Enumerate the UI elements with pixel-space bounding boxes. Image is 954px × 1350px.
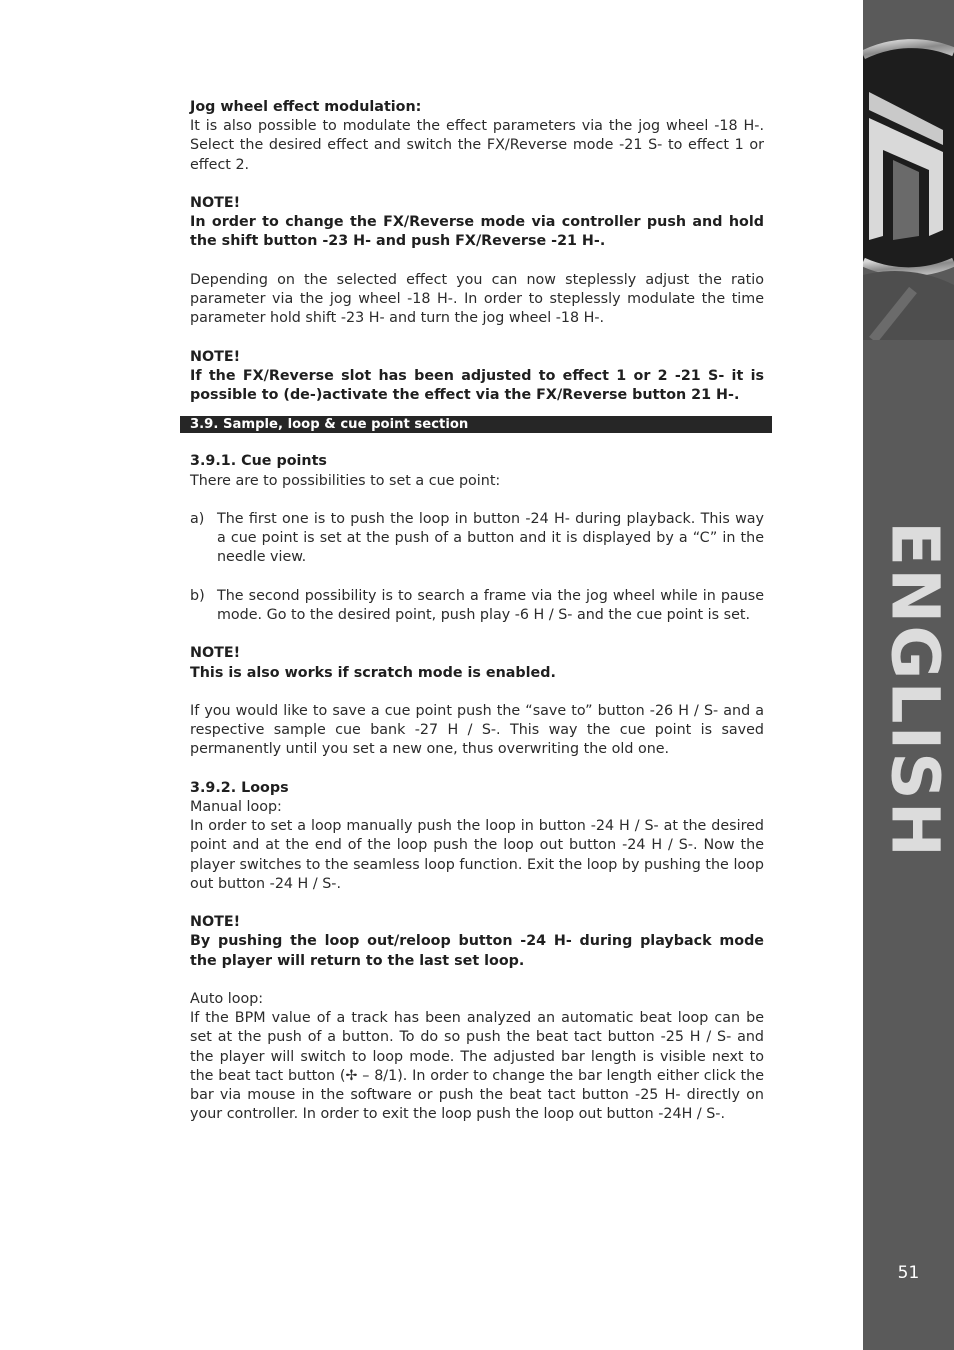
auto-loop-paragraph: If the BPM value of a track has been analyzed an automatic beat loop can be set at the push of a button. To do so push the beat tact button -25 H / S- and the player will switch to loop mode. The adjusted bar length is visible next to the beat tact button (✢ – 8/1). In order to change the bar length either click the bar via mouse in the software or push the beat tact button -25 H- directly on your controller. In order to exit the loop push the loop out button -24H / S-. [190,1010,764,1123]
note-label: NOTE! [190,914,241,931]
list-marker: b) [190,587,205,604]
manual-loop-label: Manual loop: [190,798,282,815]
note-text: By pushing the loop out/reloop button -24 H- during playback mode the player will return to the last set loop. [190,933,764,969]
list-marker: a) [190,510,205,527]
jog-wheel-heading: Jog wheel effect modulation: [190,99,422,115]
note-label: NOTE! [190,195,241,211]
brand-logo-icon [863,0,954,340]
auto-loop-label: Auto loop: [190,990,264,1007]
save-cue-paragraph: If you would like to save a cue point push the “save to” button -26 H / S- and a respective sample cue bank -27 H / S-. This way the cue point is saved permanently until you set a new one, thus overwriting the old one. [190,702,764,758]
note-text: In order to change the FX/Reverse mode via controller push and hold the shift button -23 H- and push FX/Reverse -21 H-. [190,214,764,250]
list-text: The first one is to push the loop in button -24 H- during playback. This way a cue point is set at the push of a button and it is displayed by a “C” in the needle view. [217,510,764,566]
cue-points-intro: There are to possibilities to set a cue point: [190,472,501,489]
language-label: ENGLISH [876,521,954,859]
jog-wheel-paragraph: It is also possible to modulate the effect parameters via the jog wheel -18 H-. Select the desired effect and switch the FX/Reverse mode -21 S- to effect 1 or effect 2. [190,118,764,173]
note-label: NOTE! [190,645,241,662]
note-text: If the FX/Reverse slot has been adjusted to effect 1 or 2 -21 S- it is possible to (de-)activate the effect via the FX/Reverse button 21 H-. [190,367,764,403]
note-text: This is also works if scratch mode is enabled. [190,664,556,681]
language-sidebar [863,0,954,1350]
manual-loop-paragraph: In order to set a loop manually push the loop in button -24 H / S- at the desired point and at the end of the loop push the loop out button -24 H / S-. Now the player switches to the seamless loop function. Exit the loop by pushing the loop out button -24 H / S-. [190,818,764,892]
page-number: 51 [897,1263,920,1283]
main-text-column [190,98,764,1124]
loops-heading: 3.9.2. Loops [190,779,289,796]
note-label: NOTE! [190,348,241,365]
list-item [190,510,764,568]
list-text: The second possibility is to search a frame via the jog wheel while in pause mode. Go to the desired point, push play -6 H / S- and the cue point is set. [217,587,764,623]
ratio-paragraph: Depending on the selected effect you can now steplessly adjust the ratio parameter via the jog wheel -18 H-. In order to steplessly modulate the time parameter hold shift -23 H- and turn the jog wheel -18 H-. [190,271,764,327]
list-item [190,587,764,625]
cue-points-heading: 3.9.1. Cue points [190,453,327,470]
section-heading-bar: 3.9. Sample, loop & cue point section [180,416,772,433]
